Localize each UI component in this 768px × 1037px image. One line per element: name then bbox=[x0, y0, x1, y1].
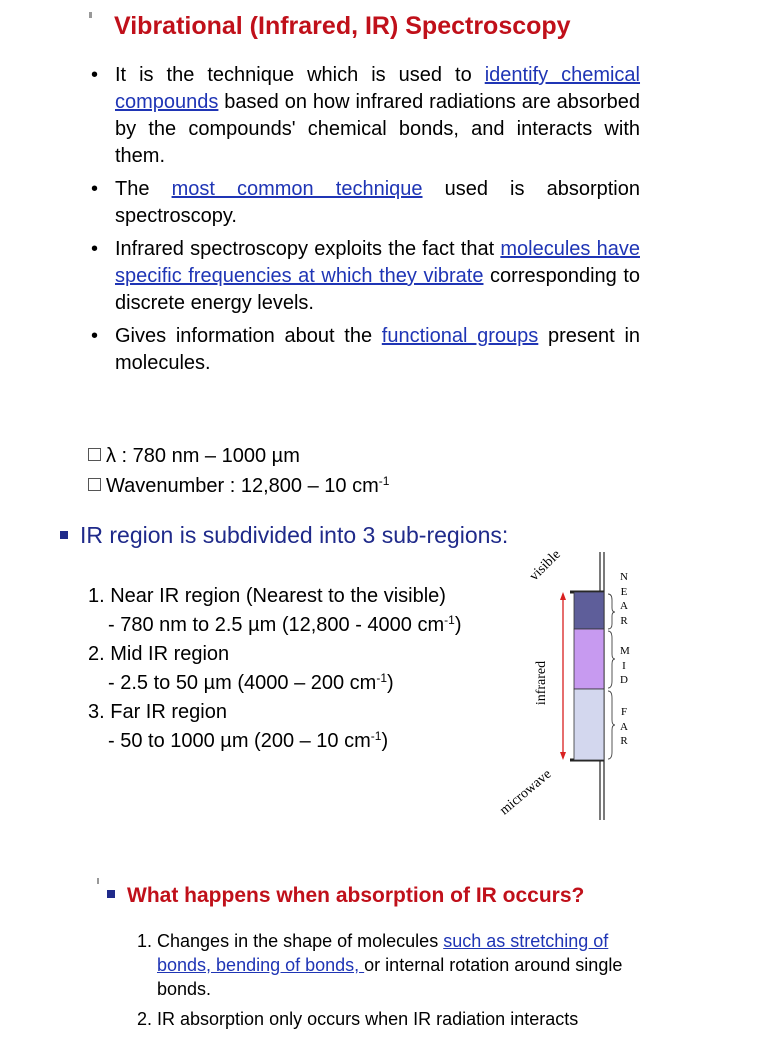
answer-item: 2. IR absorption only occurs when IR radiation interacts bbox=[137, 1009, 579, 1029]
far-letters: FAR bbox=[620, 706, 628, 747]
slide-marker bbox=[97, 878, 99, 884]
wavelength-range: λ : 780 nm – 1000 µm bbox=[88, 445, 300, 468]
region-near-range: - 780 nm to 2.5 µm (12,800 - 4000 $cm^{-1}$) bbox=[108, 613, 462, 636]
region-list bbox=[88, 582, 461, 756]
link-specific-frequencies[interactable]: molecules have specific frequencies at which they vibrate bbox=[115, 238, 640, 287]
region-near: 1. Near IR region (Nearest to the visible) bbox=[88, 585, 446, 607]
far-band bbox=[574, 689, 604, 760]
far-brace bbox=[608, 691, 615, 759]
question-heading: What happens when absorption of IR occurs? bbox=[107, 884, 584, 908]
mid-letters: MID bbox=[620, 645, 630, 686]
square-bullet-icon bbox=[107, 890, 115, 898]
bullet-item: • Gives information about the functional groups present in molecules. bbox=[88, 323, 640, 377]
bullet-item: • It is the technique which is used to identify chemical compounds based on how infrared radiations are absorbed by the compounds' chemical bonds, and interacts with them. bbox=[88, 62, 640, 170]
region-far-range: - 50 to 1000 µm (200 – 10 $cm^{-1}$) bbox=[108, 729, 389, 752]
bullet-list bbox=[88, 62, 640, 383]
answer-list bbox=[137, 929, 657, 1037]
page-title: Vibrational (Infrared, IR) Spectroscopy bbox=[114, 12, 571, 40]
link-stretching-bending[interactable]: such as stretching of bonds, bending of bonds, bbox=[157, 931, 609, 975]
near-brace bbox=[608, 594, 615, 629]
near-band bbox=[574, 592, 604, 629]
link-identify-compounds[interactable]: identify chemical compounds bbox=[115, 64, 641, 113]
checkbox-icon bbox=[88, 448, 101, 461]
slide-marker bbox=[89, 12, 92, 18]
near-letters: NEAR bbox=[620, 571, 628, 627]
wavenumber-range: Wavenumber : 12,800 – 10 $cm^{-1}$ bbox=[88, 475, 389, 498]
link-functional-groups[interactable]: functional groups bbox=[381, 325, 539, 347]
region-far: 3. Far IR region bbox=[88, 701, 227, 723]
mid-brace bbox=[608, 631, 615, 688]
link-common-technique[interactable]: most common technique bbox=[171, 178, 423, 200]
answer-item: 1. Changes in the shape of molecules such as stretching of bonds, bending of bonds, or internal rotation around single bonds. bbox=[137, 931, 623, 999]
infrared-label: infrared bbox=[534, 660, 550, 706]
region-mid-range: - 2.5 to 50 µm (4000 – 200 $cm^{-1}$) bbox=[108, 671, 394, 694]
bullet-item: • Infrared spectroscopy exploits the fact that molecules have specific frequencies at which they vibrate corresponding to discrete energy levels. bbox=[88, 236, 640, 317]
mid-band bbox=[574, 629, 604, 689]
square-bullet-icon bbox=[60, 531, 68, 539]
bullet-item: • The most common technique used is absorption spectroscopy. bbox=[88, 176, 640, 230]
ir-spectrum-diagram bbox=[497, 547, 650, 830]
visible-label: visible bbox=[526, 547, 564, 585]
region-mid: 2. Mid IR region bbox=[88, 643, 230, 665]
checkbox-icon bbox=[88, 478, 101, 491]
microwave-label: microwave bbox=[497, 766, 555, 819]
region-heading: IR region is subdivided into 3 sub-regions: bbox=[60, 522, 508, 549]
